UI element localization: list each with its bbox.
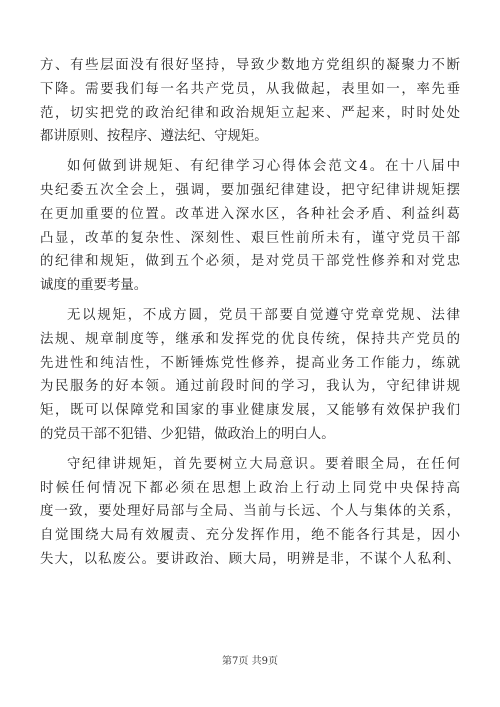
paragraph-line: 为民服务的好本领。通过前段时间的学习，我认为，守纪律讲规 [40, 379, 460, 395]
document-body [40, 54, 460, 578]
paragraph-line: 矩，既可以保障党和国家的事业健康发展，又能够有效保护我们 [40, 403, 460, 419]
paragraph-line: 失大，以私废公。要讲政治、顾大局，明辨是非，不谋个人私利、 [40, 551, 460, 567]
paragraph-line: 在更加重要的位置。改革进入深水区，各种社会矛盾、利益纠葛 [40, 206, 460, 222]
paragraph-line: 方、有些层面没有很好坚持，导致少数地方党组织的凝聚力不断 [40, 58, 460, 73]
paragraph-line: 度一致，要处理好局部与全局、当前与长远、个人与集体的关系， [40, 504, 460, 520]
page-number-footer: 第7页 共9页 [222, 656, 278, 667]
paragraph-3 [40, 304, 460, 447]
paragraph-line: 的纪律和规矩，做到五个必须，是对党员干部党性修养和对党忠 [40, 254, 460, 270]
paragraph-line: 都讲原则、按程序、遵法纪、守规矩。 [40, 129, 268, 145]
paragraph-1 [40, 54, 460, 149]
paragraph-line: 诚度的重要考量。 [40, 278, 148, 294]
paragraph-line: 无以规矩，不成方圆，党员干部要自觉遵守党章党规、法律 [67, 307, 460, 323]
paragraph-line: 如何做到讲规矩、有纪律学习心得体会范文4。在十八届中 [67, 159, 460, 175]
paragraph-4 [40, 453, 460, 572]
paragraph-line: 自觉围绕大局有效履责、充分发挥作用，绝不能各行其是，因小 [40, 528, 460, 544]
paragraph-line: 凸显，改革的复杂性、深刻性、艰巨性前所未有，谨守党员干部 [40, 230, 460, 246]
paragraph-line: 的党员干部不犯错、少犯错，做政治上的明白人。 [40, 426, 335, 442]
paragraph-2 [40, 155, 460, 298]
paragraph-line: 时候任何情况下都必须在思想上政治上行动上同党中央保持高 [40, 480, 460, 496]
paragraph-line: 法规、规章制度等，继承和发挥党的优良传统，保持共产党员的 [40, 331, 460, 347]
paragraph-line: 先进性和纯洁性，不断锤炼党性修养，提高业务工作能力，练就 [40, 355, 460, 371]
paragraph-line: 下降。需要我们每一名共产党员，从我做起，表里如一，率先垂 [40, 81, 460, 97]
paragraph-line: 央纪委五次全会上，强调，要加强纪律建设，把守纪律讲规矩摆 [40, 182, 460, 198]
paragraph-line: 范，切实把党的政治纪律和政治规矩立起来、严起来，时时处处 [40, 105, 460, 121]
paragraph-line: 守纪律讲规矩，首先要树立大局意识。要着眼全局，在任何 [67, 456, 460, 472]
